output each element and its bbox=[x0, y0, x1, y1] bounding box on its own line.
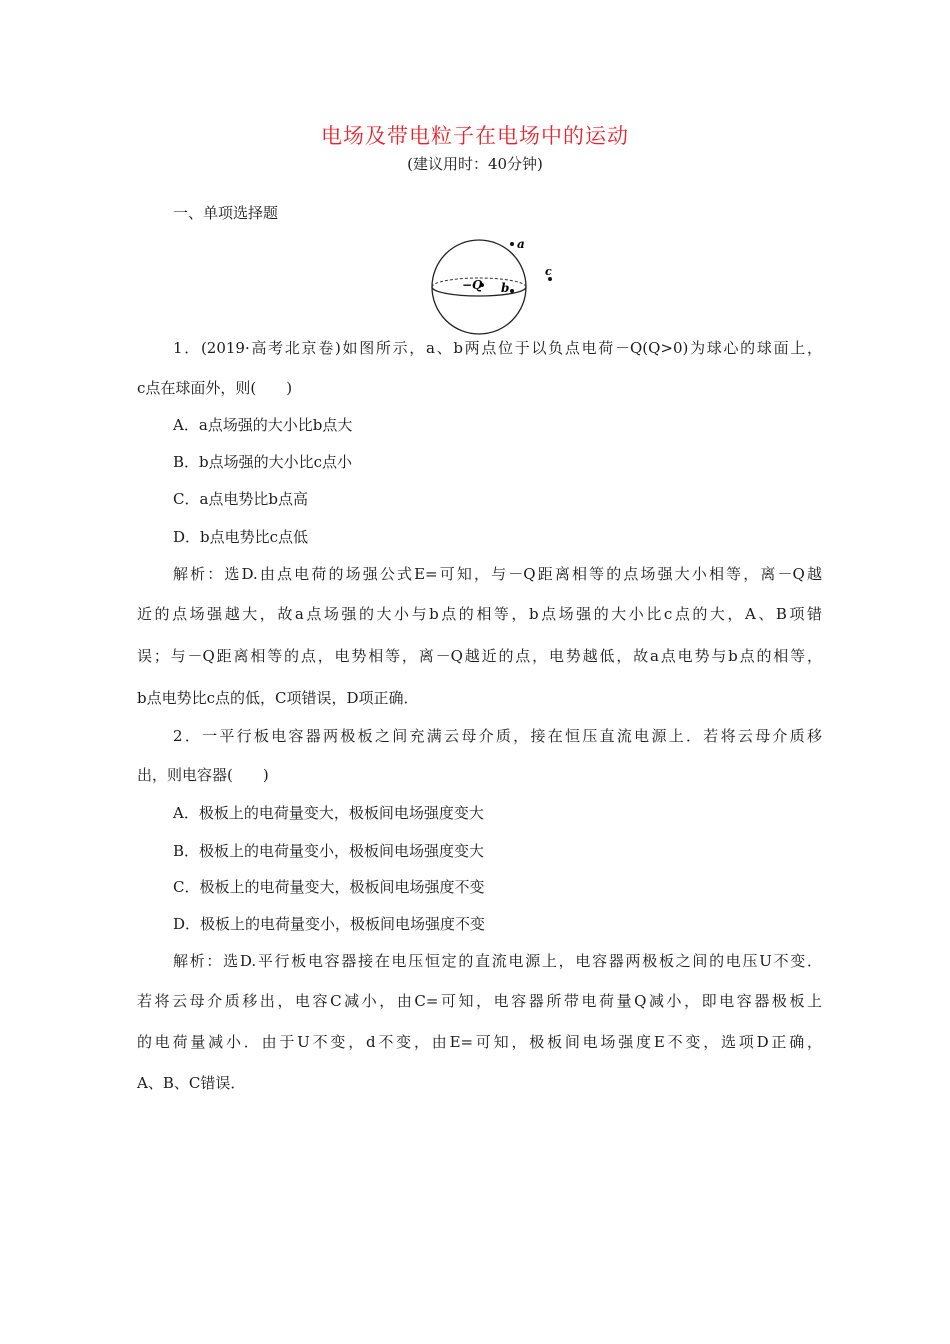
q2-option-a: A．极板上的电荷量变大，极板间电场强度变大 bbox=[173, 804, 484, 822]
point-b-dot bbox=[510, 289, 514, 293]
q1-option-c: C．a点电势比b点高 bbox=[173, 490, 309, 508]
q1-analysis-line1: 解析：选D.由点电荷的场强公式E=可知，与－Q距离相等的点场强大小相等，离－Q越 bbox=[173, 565, 822, 583]
q1-stem-line1: 1．(2019·高考北京卷)如图所示，a、b两点位于以负点电荷－Q(Q>0)为球心的球面上， bbox=[173, 339, 822, 357]
page-subtitle: (建议用时：40分钟) bbox=[407, 155, 543, 173]
q2-analysis-line4: A、B、C错误． bbox=[137, 1074, 246, 1092]
q1-stem-line2: c点在球面外，则( ) bbox=[137, 379, 293, 397]
charge-label: −Q bbox=[462, 278, 483, 292]
sphere-figure bbox=[425, 232, 565, 344]
q1-option-b: B．b点场强的大小比c点小 bbox=[173, 453, 353, 471]
page-title: 电场及带电粒子在电场中的运动 bbox=[321, 124, 629, 148]
q2-option-b: B．极板上的电荷量变小，极板间电场强度变大 bbox=[173, 842, 485, 860]
q2-analysis-line1: 解析：选D.平行板电容器接在电压恒定的直流电源上，电容器两极板之间的电压U不变． bbox=[173, 952, 822, 970]
q1-option-a: A．a点场强的大小比b点大 bbox=[173, 416, 353, 434]
q1-analysis-line2: 近的点场强越大，故a点场强的大小与b点的相等，b点场强的大小比c点的大，A、B项错 bbox=[137, 605, 822, 623]
q1-option-d: D．b点电势比c点低 bbox=[173, 528, 309, 546]
q2-analysis-line3: 的电荷量减小．由于U不变，d不变，由E=可知，极板间电场强度E不变，选项D正确， bbox=[137, 1033, 822, 1051]
q2-option-d: D．极板上的电荷量变小，极板间电场强度不变 bbox=[173, 915, 486, 933]
q1-analysis-line4: b点电势比c点的低，C项错误，D项正确． bbox=[137, 689, 419, 707]
q2-analysis-line2: 若将云母介质移出，电容C减小，由C=可知，电容器所带电荷量Q减小，即电容器极板上 bbox=[137, 992, 822, 1010]
section-heading: 一、单项选择题 bbox=[173, 204, 279, 222]
point-a-label: a bbox=[517, 237, 525, 251]
point-a-dot bbox=[510, 242, 514, 246]
q1-analysis-line3: 误；与－Q距离相等的点，电势相等，离－Q越近的点，电势越低，故a点电势与b点的相等， bbox=[137, 647, 822, 665]
q2-stem-line2: 出，则电容器( ) bbox=[137, 766, 269, 784]
q2-stem-line1: 2．一平行板电容器两极板之间充满云母介质，接在恒压直流电源上．若将云母介质移 bbox=[173, 727, 822, 745]
q2-option-c: C．极板上的电荷量变大，极板间电场强度不变 bbox=[173, 878, 485, 896]
point-c-label: c bbox=[545, 265, 552, 278]
point-b-label: b bbox=[501, 281, 510, 295]
